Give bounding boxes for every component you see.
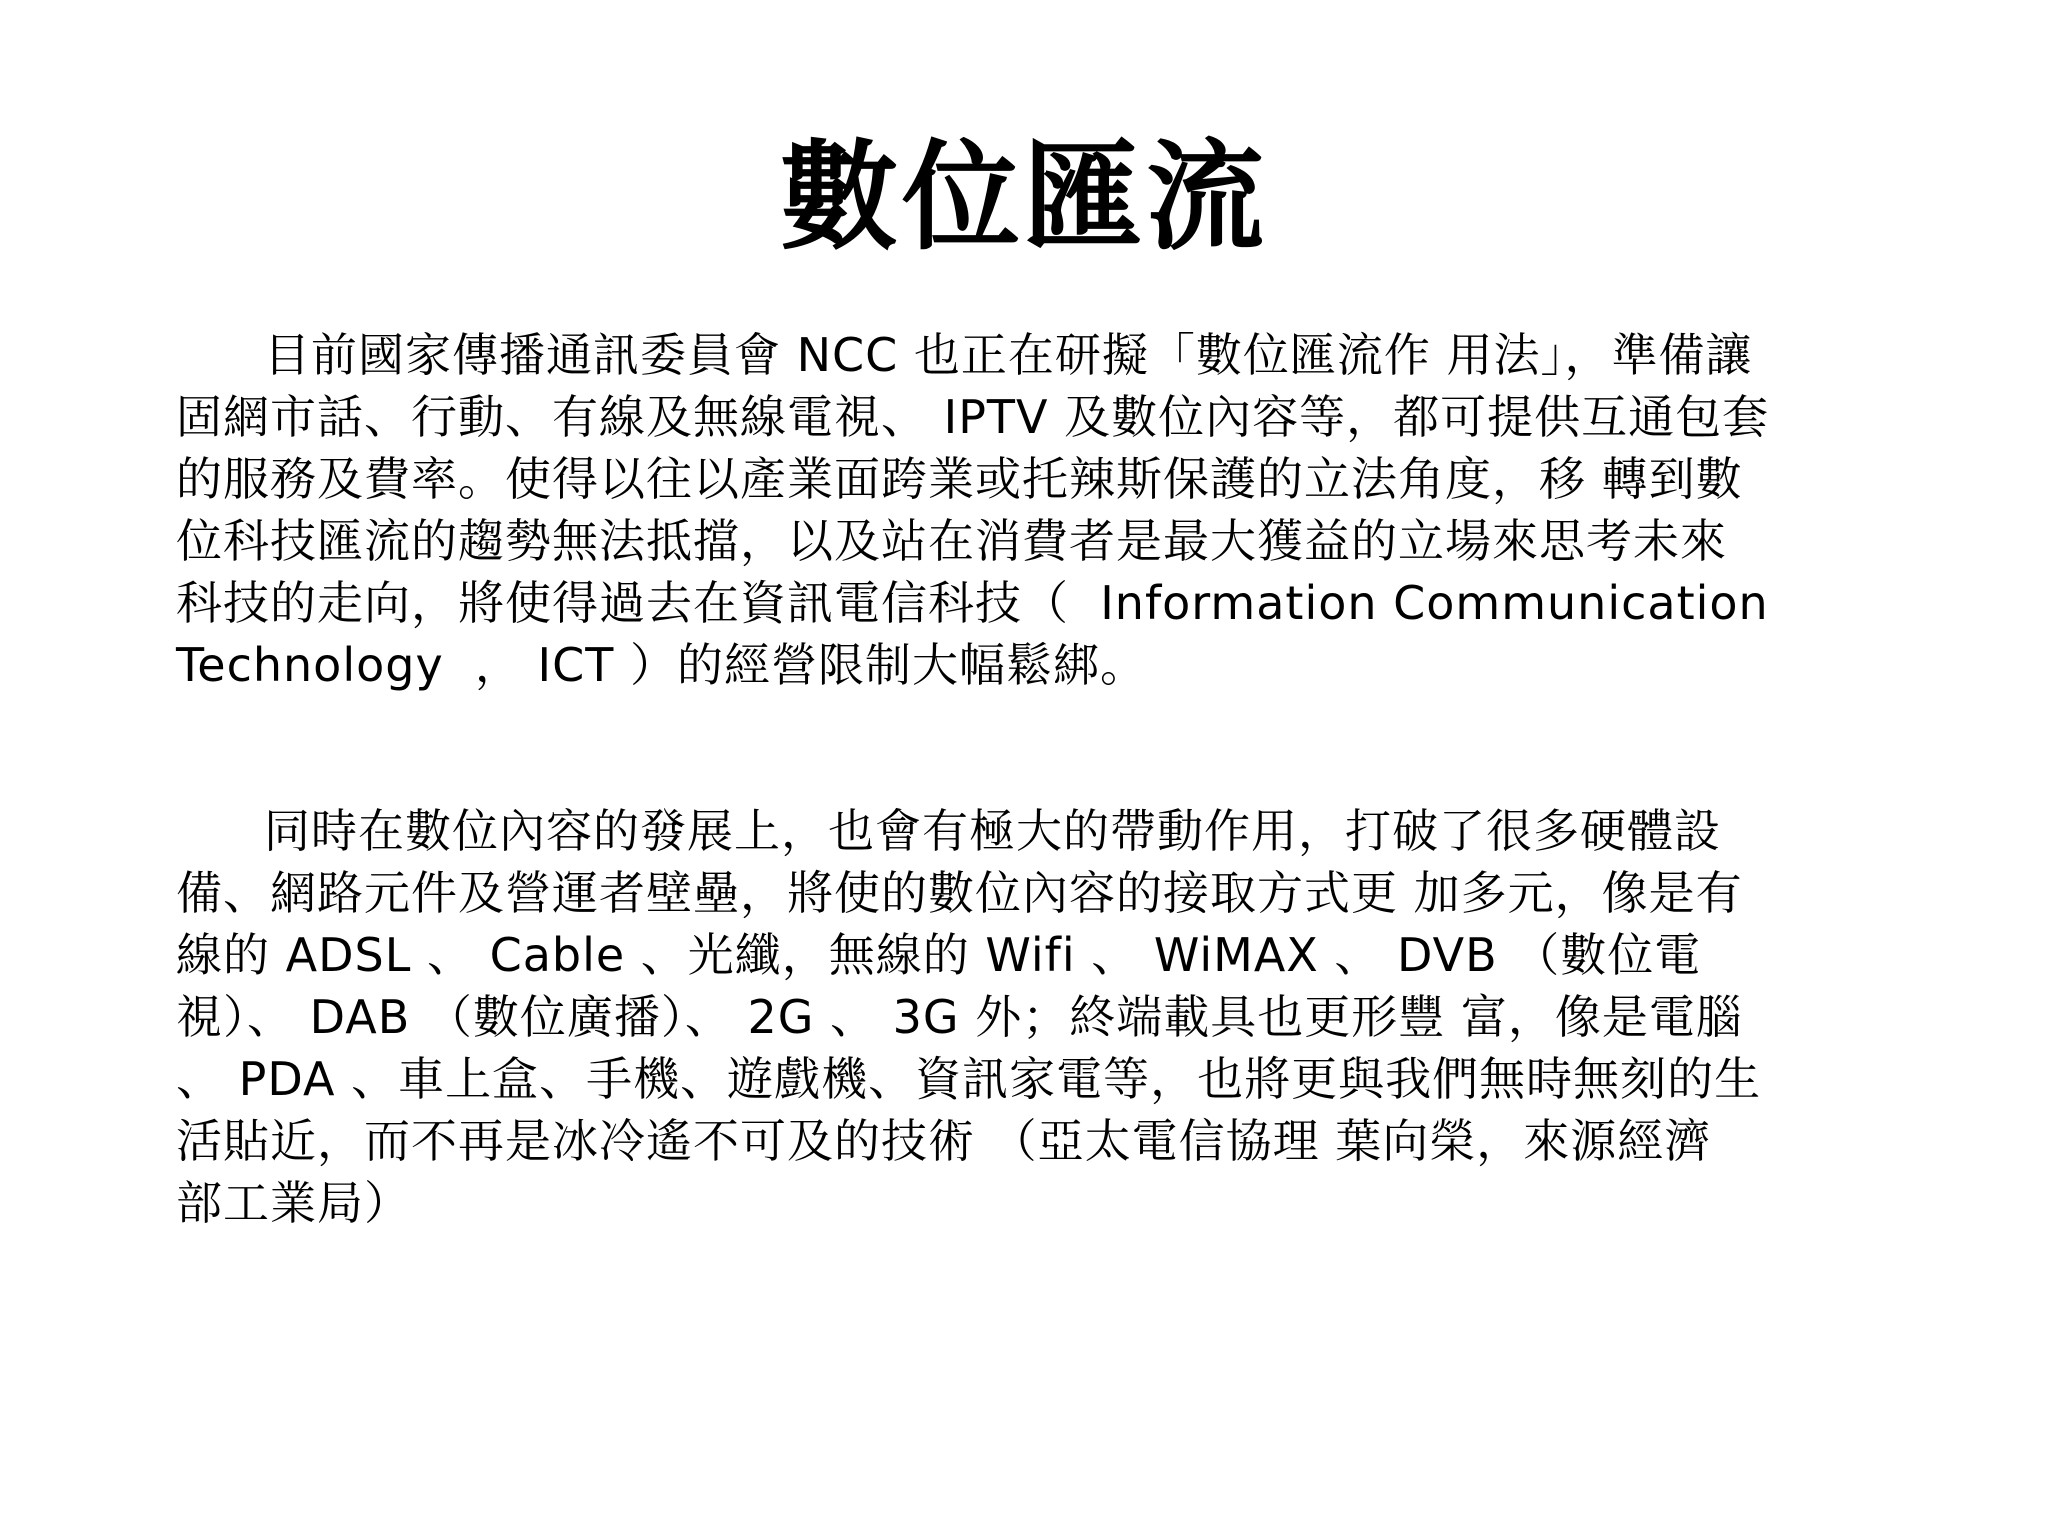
text-line: 視）、 DAB （數位廣播）、 2G 、 3G 外；終端載具也更形豐 富，像是電腦: [176, 990, 1743, 1044]
paragraph-2: [176, 800, 1891, 1234]
text-line: 、 PDA 、車上盒、手機、遊戲機、資訊家電等，也將更與我們無時無刻的生: [176, 1052, 1762, 1106]
text-line: 目前國家傳播通訊委員會 NCC 也正在研擬「數位匯流作 用法」，準備讓: [264, 328, 1753, 382]
text-line: 線的 ADSL 、 Cable 、光纖，無線的 Wifi 、 WiMAX 、 DVB （數位電: [176, 928, 1702, 982]
text-line: 同時在數位內容的發展上，也會有極大的帶動作用，打破了很多硬體設: [264, 804, 1721, 858]
paragraph-1: [176, 324, 1891, 696]
text-line: 科技的走向，將使得過去在資訊電信科技（ Information Communication: [176, 576, 1769, 630]
text-line: 位科技匯流的趨勢無法抵擋，以及站在消費者是最大獲益的立場來思考未來: [176, 514, 1727, 568]
text-line: 的服務及費率。使得以往以產業面跨業或托辣斯保護的立法角度，移 轉到數: [176, 452, 1743, 506]
text-line: 活貼近，而不再是冰冷遙不可及的技術 （亞太電信協理 葉向榮，來源經濟: [176, 1114, 1712, 1168]
slide-body: [176, 324, 1891, 1234]
text-line: 備、網路元件及營運者壁壘，將使的數位內容的接取方式更 加多元，像是有: [176, 866, 1743, 920]
text-line: 固網市話、行動、有線及無線電視、 IPTV 及數位內容等，都可提供互通包套: [176, 390, 1770, 444]
text-line: 部工業局）: [176, 1176, 411, 1230]
paragraph-spacer: [176, 696, 1891, 800]
text-line: Technology ， ICT ）的經營限制大幅鬆綁。: [176, 638, 1147, 692]
slide-title: 數位匯流: [779, 128, 1268, 266]
